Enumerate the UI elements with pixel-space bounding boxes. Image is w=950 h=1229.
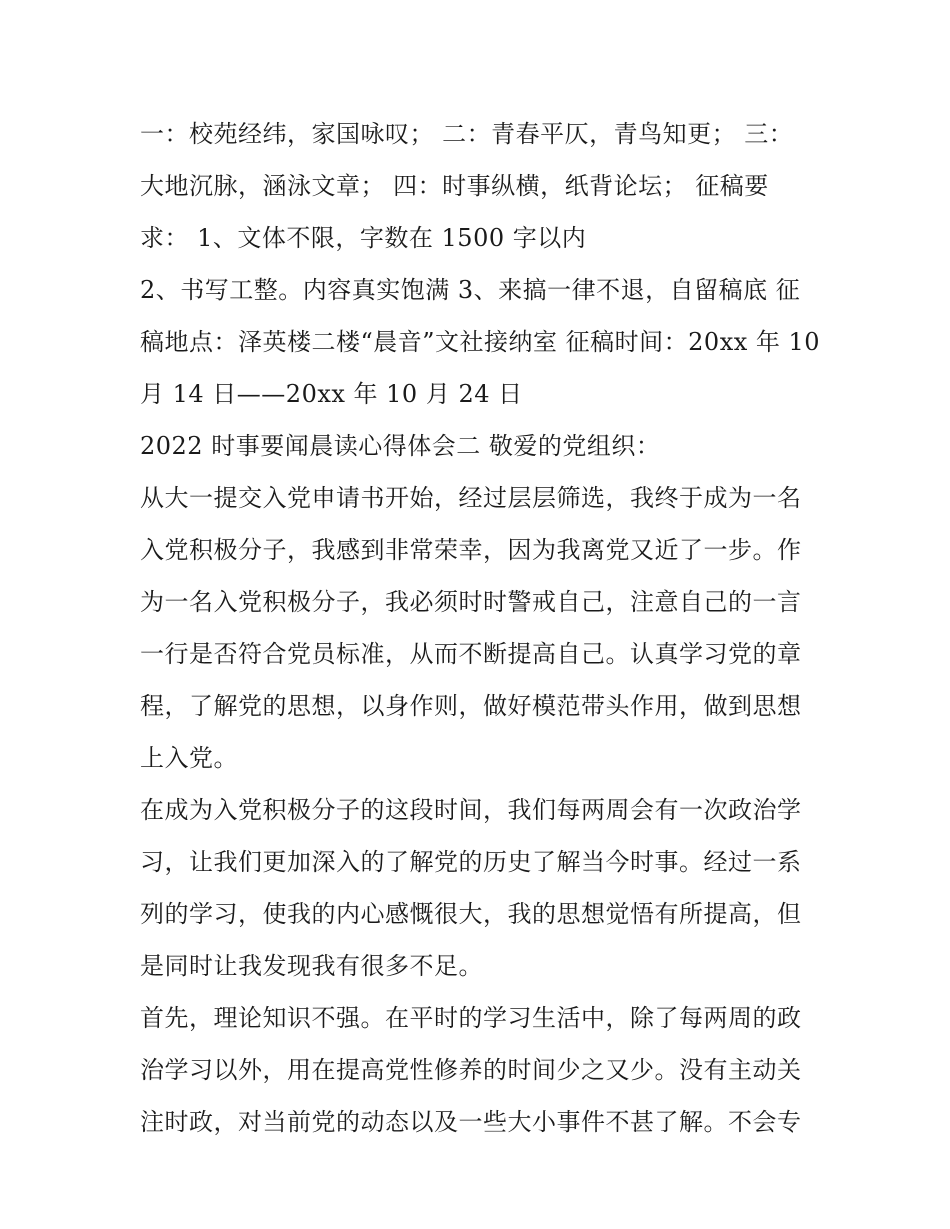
text-line: 求： 1、文体不限，字数在 1500 字以内 bbox=[140, 224, 587, 252]
text-line: 为一名入党积极分子，我必须时时警戒自己，注意自己的一言 bbox=[140, 588, 802, 616]
text-line: 程，了解党的思想，以身作则，做好模范带头作用，做到思想 bbox=[140, 692, 802, 720]
text-line: 首先，理论知识不强。在平时的学习生活中，除了每两周的政 bbox=[140, 1004, 802, 1032]
text-line: 入党积极分子，我感到非常荣幸，因为我离党又近了一步。作 bbox=[140, 536, 802, 564]
text-line: 列的学习，使我的内心感慨很大，我的思想觉悟有所提高，但 bbox=[140, 900, 802, 928]
text-line: 月 14 日——20xx 年 10 月 24 日 bbox=[140, 380, 523, 408]
document-body bbox=[140, 108, 820, 1148]
text-line: 2、书写工整。内容真实饱满 3、来搞一律不退，自留稿底 征 bbox=[140, 276, 801, 304]
section-heading: 2022 时事要闻晨读心得体会二 敬爱的党组织： bbox=[140, 432, 661, 460]
text-line: 习，让我们更加深入的了解党的历史了解当今时事。经过一系 bbox=[140, 848, 802, 876]
text-line: 大地沉脉，涵泳文章； 四：时事纵横，纸背论坛； 征稿要 bbox=[140, 172, 769, 200]
text-line: 一：校苑经纬，家国咏叹； 二：青春平仄，青鸟知更； 三： bbox=[140, 120, 794, 148]
text-line: 在成为入党积极分子的这段时间，我们每两周会有一次政治学 bbox=[140, 796, 802, 824]
text-line: 一行是否符合党员标准，从而不断提高自己。认真学习党的章 bbox=[140, 640, 802, 668]
text-line: 稿地点：泽英楼二楼“晨音”文社接纳室 征稿时间：20xx 年 10 bbox=[140, 328, 821, 356]
text-line: 从大一提交入党申请书开始，经过层层筛选，我终于成为一名 bbox=[140, 484, 802, 512]
text-line: 注时政，对当前党的动态以及一些大小事件不甚了解。不会专 bbox=[140, 1108, 802, 1136]
text-line: 上入党。 bbox=[140, 744, 238, 772]
text-line: 治学习以外，用在提高党性修养的时间少之又少。没有主动关 bbox=[140, 1056, 802, 1084]
text-line: 是同时让我发现我有很多不足。 bbox=[140, 952, 483, 980]
